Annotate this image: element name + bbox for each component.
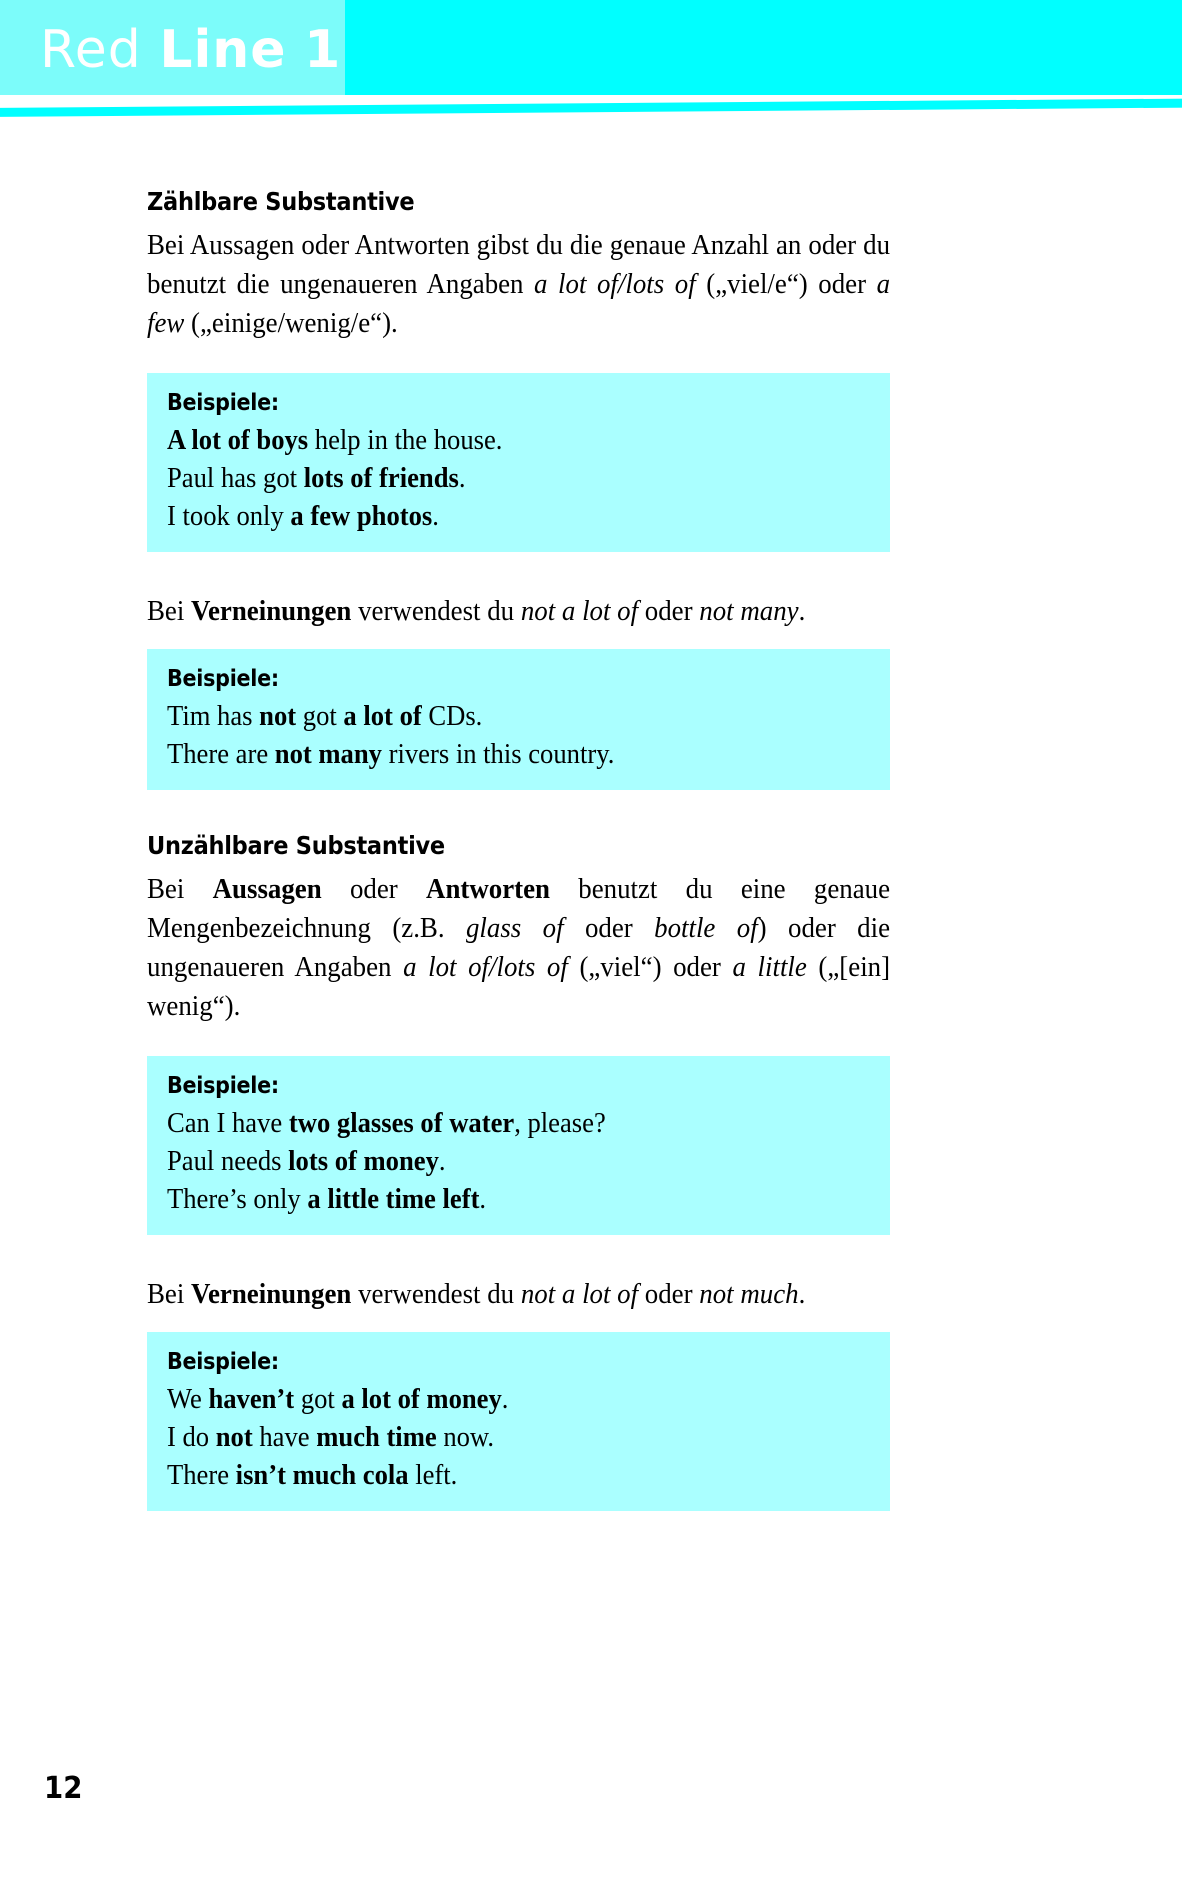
example-line: I do not have much time now. xyxy=(167,1422,495,1453)
book-title-word-1: Red xyxy=(40,20,142,80)
example-line: Paul has got lots of friends. xyxy=(167,463,466,494)
example-line: There isn’t much cola left. xyxy=(167,1460,458,1491)
spacer xyxy=(147,790,890,830)
section-intro-uncountable: Bei Aussagen oder Antworten benutzt du eine genaue Mengenbezeichnung (z.B. glass of oder bottle of) oder die ungenaueren Angaben a lot of/lots of („viel“) oder a little („[ein] wenig“). xyxy=(147,874,891,1022)
example-line: There are not many rivers in this country. xyxy=(167,739,615,770)
example-box-countable-negative xyxy=(147,649,890,790)
section-negation-countable: Bei Verneinungen verwendest du not a lot of oder not many. xyxy=(147,596,806,627)
example-box-label: Beispiele: xyxy=(167,1349,279,1375)
example-box-countable-positive xyxy=(147,373,890,552)
example-line: I took only a few photos. xyxy=(167,501,439,532)
page-number: 12 xyxy=(44,1771,83,1806)
spacer xyxy=(147,552,890,592)
book-title-number: 1 xyxy=(304,20,342,80)
example-line: We haven’t got a lot of money. xyxy=(167,1384,509,1415)
example-box-uncountable-negative xyxy=(147,1332,890,1511)
spacer xyxy=(147,1235,890,1275)
example-box-label: Beispiele: xyxy=(167,666,279,692)
example-line: A lot of boys help in the house. xyxy=(167,425,503,456)
section-intro-countable: Bei Aussagen oder Antworten gibst du die genaue Anzahl an oder du benutzt die ungenaueren Angaben a lot of/lots of („viel/e“) oder a few („einige/wenig/e“). xyxy=(147,230,891,339)
example-box-label: Beispiele: xyxy=(167,1073,279,1099)
book-title-word-2: Line xyxy=(159,20,287,80)
spacer xyxy=(147,631,890,649)
example-line: Tim has not got a lot of CDs. xyxy=(167,701,483,732)
spacer xyxy=(147,343,890,373)
section-heading-countable: Zählbare Substantive xyxy=(147,187,415,216)
spacer xyxy=(147,1026,890,1056)
example-box-label: Beispiele: xyxy=(167,390,279,416)
spacer xyxy=(147,1314,890,1332)
example-line: There’s only a little time left. xyxy=(167,1184,487,1215)
example-line: Paul needs lots of money. xyxy=(167,1146,446,1177)
content-column xyxy=(147,186,890,1511)
example-box-uncountable-positive xyxy=(147,1056,890,1235)
section-negation-uncountable: Bei Verneinungen verwendest du not a lot of oder not much. xyxy=(147,1279,806,1310)
example-line: Can I have two glasses of water, please? xyxy=(167,1108,606,1139)
section-heading-uncountable: Unzählbare Substantive xyxy=(147,831,445,860)
